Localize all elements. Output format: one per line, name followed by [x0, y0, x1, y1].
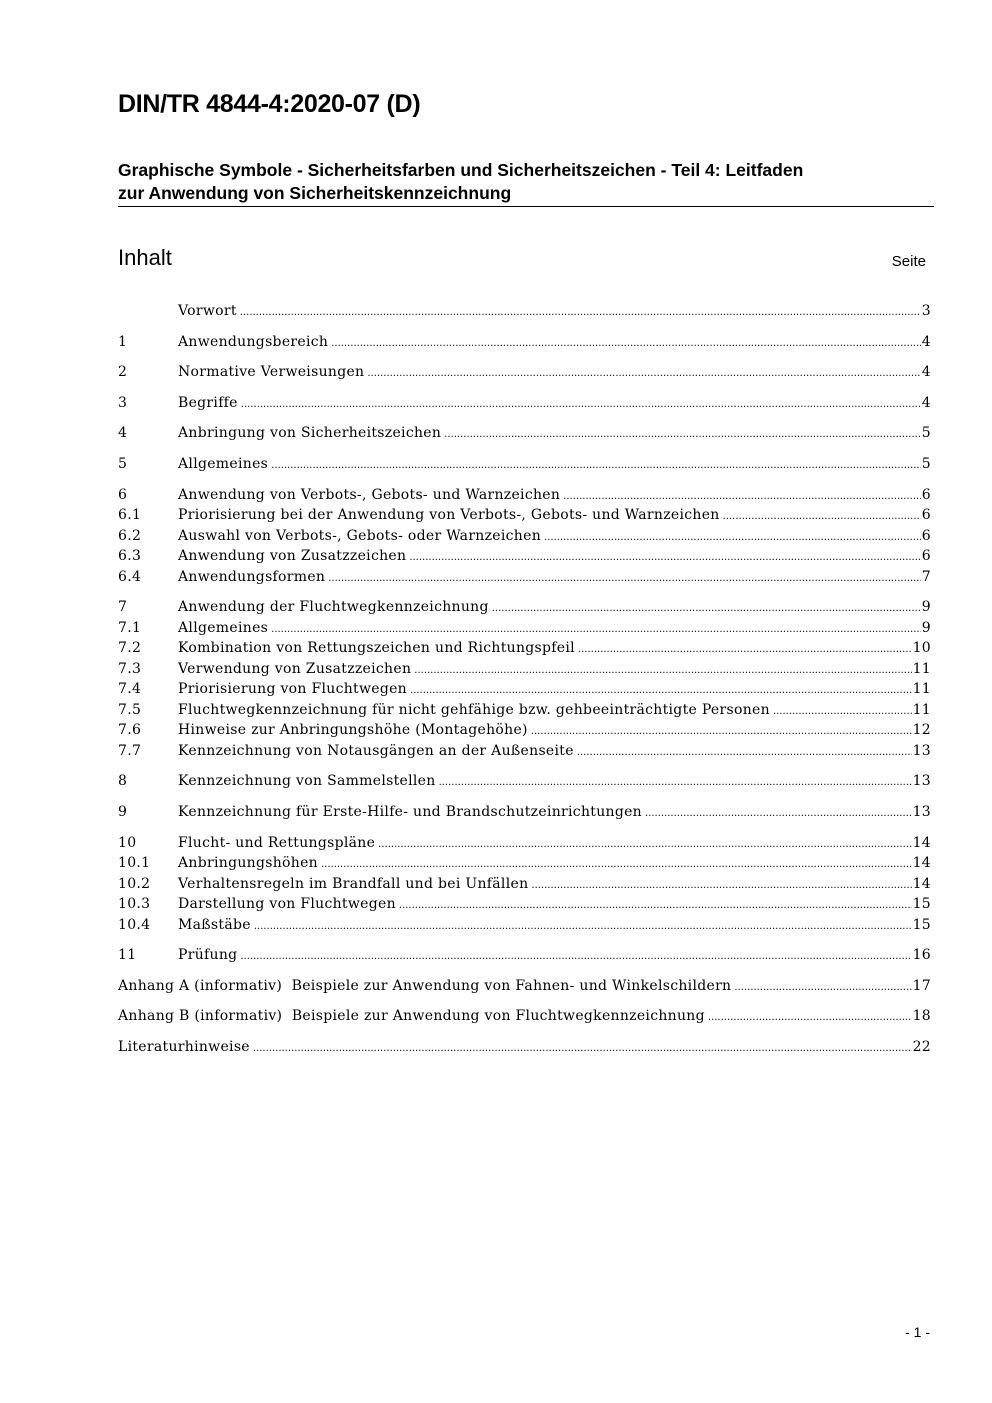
toc-dot-leader — [439, 777, 912, 788]
toc-entry-page: 6 — [921, 487, 931, 503]
toc-entry-number: 6.4 — [118, 569, 142, 585]
toc-entry-page: 6 — [921, 548, 931, 564]
toc-dot-leader — [271, 624, 921, 635]
toc-entry-page: 11 — [912, 702, 931, 718]
toc-entry-7-7[interactable] — [118, 743, 931, 763]
toc-dot-leader — [271, 460, 921, 471]
toc-entry-page: 11 — [912, 661, 931, 677]
toc-entry-label: Kombination von Rettungszeichen und Richtungspfeil — [178, 640, 575, 656]
toc-entry-8[interactable] — [118, 773, 931, 793]
toc-entry-page: 14 — [912, 835, 931, 851]
toc-entry-1[interactable] — [118, 334, 931, 354]
toc-dot-leader — [773, 706, 912, 717]
toc-entry-number: 7.4 — [118, 681, 142, 697]
toc-entry-label: Darstellung von Fluchtwegen — [178, 896, 396, 912]
document-id: DIN/TR 4844-4:2020-07 (D) — [118, 90, 421, 118]
toc-dot-leader — [240, 951, 911, 962]
toc-entry-6-2[interactable] — [118, 528, 931, 548]
toc-dot-leader — [645, 808, 912, 819]
toc-entry-number: 6 — [118, 487, 128, 503]
toc-entry-label: Anwendungsformen — [178, 569, 326, 585]
toc-entry-6[interactable] — [118, 487, 931, 507]
toc-entry-label: Normative Verweisungen — [178, 364, 365, 380]
toc-entry-page: 9 — [921, 599, 931, 615]
toc-entry-vorwort[interactable] — [118, 303, 931, 323]
toc-entry-number: 9 — [118, 804, 128, 820]
toc-entry-label: Vorwort — [178, 303, 237, 319]
toc-entry-label: Verhaltensregeln im Brandfall und bei Unfällen — [178, 876, 529, 892]
toc-dot-leader — [367, 368, 920, 379]
toc-entry-label: Priorisierung bei der Anwendung von Verbots-, Gebots- und Warnzeichen — [178, 507, 720, 523]
toc-entry-number: 2 — [118, 364, 128, 380]
toc-entry-label: Maßstäbe — [178, 917, 251, 933]
toc-entry-9[interactable] — [118, 804, 931, 824]
toc-heading: Inhalt — [118, 245, 172, 270]
toc-entry-page: 4 — [921, 395, 931, 411]
toc-entry-page: 5 — [921, 425, 931, 441]
toc-entry-label: Anbringungshöhen — [178, 855, 318, 871]
toc-entry-10[interactable] — [118, 835, 931, 855]
toc-dot-leader — [531, 880, 911, 891]
toc-entry-page: 11 — [912, 681, 931, 697]
toc-dot-leader — [544, 532, 921, 543]
toc-entry-page: 9 — [921, 620, 931, 636]
toc-entry-label: Anwendungsbereich — [178, 334, 329, 350]
toc-entry-label: Kennzeichnung für Erste-Hilfe- und Brandschutzeinrichtungen — [178, 804, 642, 820]
toc-entry-number: 5 — [118, 456, 128, 472]
toc-entry-page: 7 — [921, 569, 931, 585]
toc-entry-number: 10.4 — [118, 917, 151, 933]
toc-entry-page: 6 — [921, 507, 931, 523]
toc-entry-anhang-b[interactable] — [118, 1008, 931, 1028]
toc-dot-leader — [253, 1043, 912, 1054]
toc-entry-3[interactable] — [118, 395, 931, 415]
toc-dot-leader — [240, 307, 921, 318]
toc-entry-label: Hinweise zur Anbringungshöhe (Montagehöhe) — [178, 722, 528, 738]
toc-dot-leader — [254, 921, 912, 932]
page-number: - 1 - — [905, 1324, 930, 1340]
toc-entry-10-2[interactable] — [118, 876, 931, 896]
toc-dot-leader — [563, 491, 921, 502]
toc-entry-number: 8 — [118, 773, 128, 789]
toc-entry-page: 17 — [912, 978, 931, 994]
toc-entry-10-1[interactable] — [118, 855, 931, 875]
toc-entry-number: 10.2 — [118, 876, 151, 892]
toc-entry-label: Anhang A (informativ) Beispiele zur Anwendung von Fahnen- und Winkelschildern — [118, 978, 732, 994]
toc-entry-11[interactable] — [118, 947, 931, 967]
toc-dot-leader — [577, 747, 912, 758]
toc-entry-page: 5 — [921, 456, 931, 472]
toc-entry-5[interactable] — [118, 456, 931, 476]
toc-dot-leader — [331, 338, 921, 349]
toc-entry-label: Verwendung von Zusatzzeichen — [178, 661, 412, 677]
toc-dot-leader — [241, 399, 921, 410]
toc-entry-label: Anwendung der Fluchtwegkennzeichnung — [178, 599, 489, 615]
toc-entry-page: 4 — [921, 334, 931, 350]
toc-entry-label: Prüfung — [178, 947, 238, 963]
toc-entry-6-4[interactable] — [118, 569, 931, 589]
toc-entry-number: 7.5 — [118, 702, 142, 718]
toc-entry-7-4[interactable] — [118, 681, 931, 701]
toc-dot-leader — [321, 859, 912, 870]
toc-dot-leader — [734, 982, 911, 993]
toc-entry-label: Flucht- und Rettungspläne — [178, 835, 376, 851]
toc-entry-4[interactable] — [118, 425, 931, 445]
toc-entry-10-4[interactable] — [118, 917, 931, 937]
toc-entry-7-6[interactable] — [118, 722, 931, 742]
toc-entry-number: 3 — [118, 395, 128, 411]
toc-entry-number: 10.3 — [118, 896, 151, 912]
toc-entry-page: 15 — [912, 917, 931, 933]
toc-dot-leader — [378, 839, 911, 850]
toc-entry-label: Kennzeichnung von Sammelstellen — [178, 773, 436, 789]
document-title-line-1: Graphische Symbole - Sicherheitsfarben und Sicherheitszeichen - Teil 4: Leitfaden — [118, 160, 804, 180]
toc-entry-number: 10.1 — [118, 855, 151, 871]
toc-entry-label: Allgemeines — [178, 456, 269, 472]
toc-entry-2[interactable] — [118, 364, 931, 384]
toc-dot-leader — [723, 511, 921, 522]
toc-dot-leader — [414, 665, 911, 676]
toc-dot-leader — [328, 573, 921, 584]
toc-entry-7-2[interactable] — [118, 640, 931, 660]
toc-dot-leader — [409, 552, 920, 563]
toc-entry-page: 14 — [912, 876, 931, 892]
toc-entry-page: 4 — [921, 364, 931, 380]
toc-dot-leader — [410, 685, 912, 696]
toc-entry-number: 11 — [118, 947, 137, 963]
toc-entry-label: Auswahl von Verbots-, Gebots- oder Warnzeichen — [178, 528, 542, 544]
toc-entry-label: Anwendung von Verbots-, Gebots- und Warnzeichen — [178, 487, 561, 503]
toc-entry-page: 15 — [912, 896, 931, 912]
toc-entry-anhang-a[interactable] — [118, 978, 931, 998]
toc-entry-page: 13 — [912, 804, 931, 820]
toc-entry-6-3[interactable] — [118, 548, 931, 568]
toc-entry-number: 7.2 — [118, 640, 142, 656]
toc-entry-page: 13 — [912, 773, 931, 789]
toc-entry-7[interactable] — [118, 599, 931, 619]
toc-entry-number: 7.6 — [118, 722, 142, 738]
toc-entry-label: Priorisierung von Fluchtwegen — [178, 681, 408, 697]
toc-entry-page: 18 — [912, 1008, 931, 1024]
toc-entry-page: 10 — [912, 640, 931, 656]
toc-entry-10-3[interactable] — [118, 896, 931, 916]
toc-dot-leader — [578, 644, 912, 655]
toc-dot-leader — [444, 429, 921, 440]
toc-dot-leader — [708, 1012, 912, 1023]
toc-entry-label: Begriffe — [178, 395, 238, 411]
table-of-contents — [118, 0, 931, 1403]
toc-entry-number: 7 — [118, 599, 128, 615]
toc-entry-page: 13 — [912, 743, 931, 759]
toc-entry-page: 3 — [921, 303, 931, 319]
document-title-line-2: zur Anwendung von Sicherheitskennzeichnung — [118, 183, 512, 203]
toc-entry-7-5[interactable] — [118, 702, 931, 722]
toc-entry-page: 14 — [912, 855, 931, 871]
toc-entry-number: 6.1 — [118, 507, 142, 523]
toc-dot-leader — [531, 726, 912, 737]
toc-entry-7-3[interactable] — [118, 661, 931, 681]
toc-entry-number: 4 — [118, 425, 128, 441]
toc-page-column-heading: Seite — [891, 253, 926, 270]
toc-entry-label: Anwendung von Zusatzzeichen — [178, 548, 407, 564]
toc-entry-label: Kennzeichnung von Notausgängen an der Außenseite — [178, 743, 574, 759]
toc-entry-number: 1 — [118, 334, 128, 350]
toc-entry-number: 7.1 — [118, 620, 142, 636]
toc-entry-page: 12 — [912, 722, 931, 738]
toc-entry-label: Fluchtwegkennzeichnung für nicht gehfähige bzw. gehbeeinträchtigte Personen — [178, 702, 770, 718]
toc-entry-page: 6 — [921, 528, 931, 544]
toc-entry-label: Anhang B (informativ) Beispiele zur Anwendung von Fluchtwegkennzeichnung — [118, 1008, 705, 1024]
toc-entry-6-1[interactable] — [118, 507, 931, 527]
toc-entry-page: 16 — [912, 947, 931, 963]
toc-entry-label: Anbringung von Sicherheitszeichen — [178, 425, 442, 441]
toc-entry-label: Literaturhinweise — [118, 1039, 250, 1055]
toc-dot-leader — [492, 603, 921, 614]
toc-entry-number: 10 — [118, 835, 137, 851]
toc-entry-page: 22 — [912, 1039, 931, 1055]
toc-entry-literaturhinweise[interactable] — [118, 1039, 931, 1059]
toc-entry-number: 6.3 — [118, 548, 142, 564]
toc-entry-label: Allgemeines — [178, 620, 269, 636]
toc-dot-leader — [399, 900, 912, 911]
toc-entry-number: 7.7 — [118, 743, 142, 759]
toc-entry-7-1[interactable] — [118, 620, 931, 640]
toc-entry-number: 6.2 — [118, 528, 142, 544]
toc-entry-number: 7.3 — [118, 661, 142, 677]
